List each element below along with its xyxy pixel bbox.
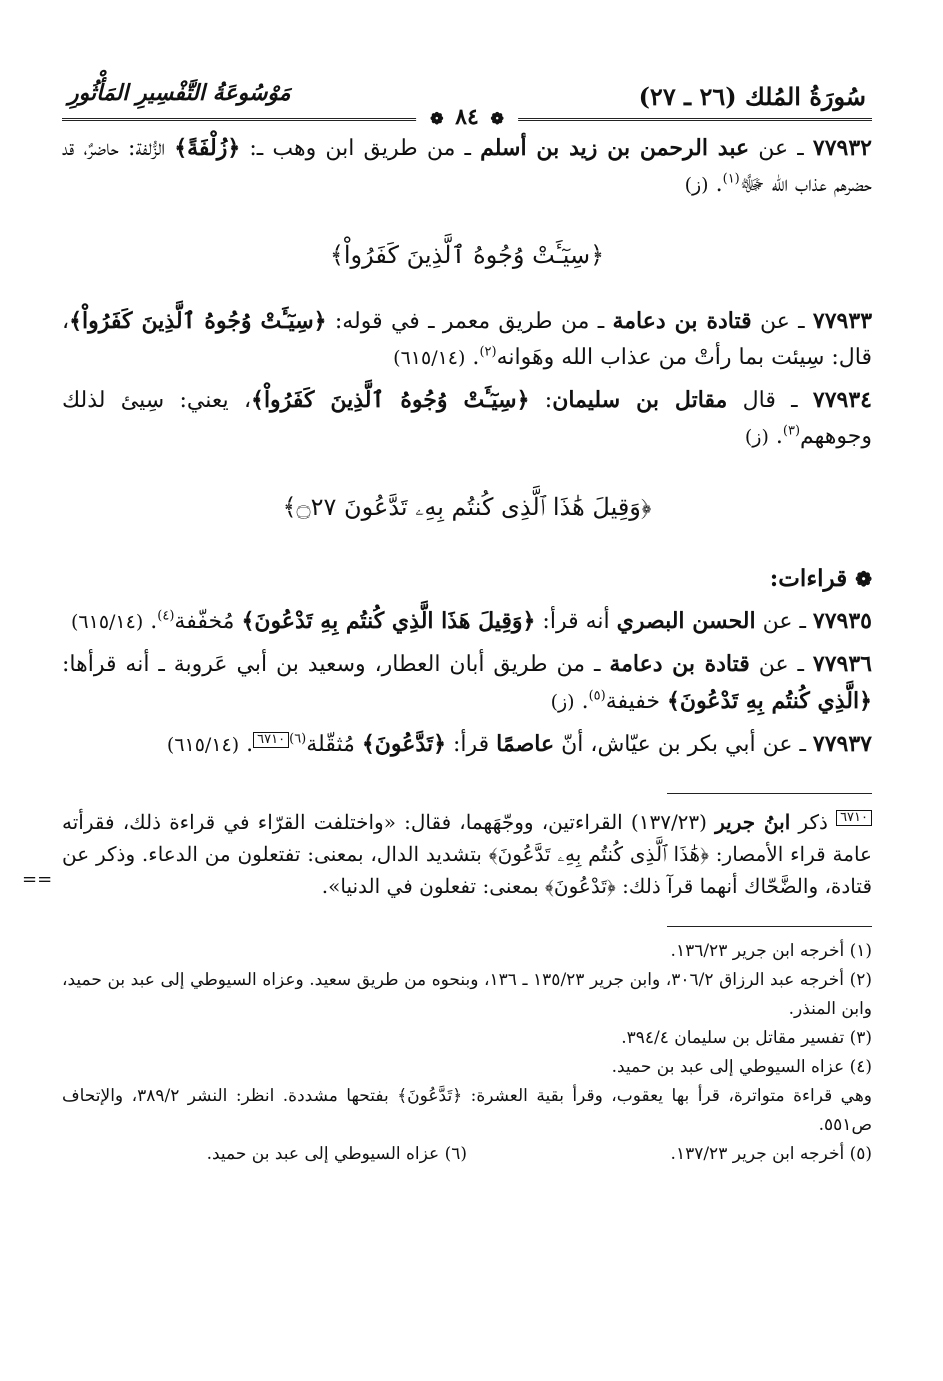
punct: . <box>143 609 158 634</box>
quran-quote: ﴿تَدْعُونَ﴾ <box>545 874 616 898</box>
verse-heading: ﴿وَقِيلَ هَٰذَا ٱلَّذِى كُنتُم بِهِۦ تَدَّعُونَ ۝٢٧﴾ <box>282 493 652 521</box>
verse-heading: ﴿سِيٓـَٔتْ وُجُوهُ ٱلَّذِينَ كَفَرُواْ﴾ <box>329 241 605 269</box>
entry-chain: ـ من طريق معمر ـ في قوله: <box>326 309 613 334</box>
reference: (٦١٥/١٤) <box>166 734 240 756</box>
punct: . <box>768 424 783 449</box>
footnotes-separator <box>667 926 872 927</box>
reference: (ز) <box>550 691 575 713</box>
narrator-name: الحسن البصري <box>616 608 756 634</box>
entry-number: ٧٧٩٣٣ <box>812 308 873 334</box>
footnotes <box>62 937 872 1169</box>
footnote-1: (١) أخرجه ابن جرير ١٣٦/٢٣. <box>670 941 872 961</box>
quran-quote: ﴿سِيٓـَٔتْ وُجُوهُ ٱلَّذِينَ كَفَرُواْ﴾ <box>251 387 530 413</box>
entry-77933 <box>62 303 872 376</box>
entry-77937 <box>62 726 872 763</box>
note-box-marker: ٦٧١٠ <box>836 810 872 826</box>
entry-intro: ـ عن <box>751 309 813 334</box>
reference: (٦١٥/١٤) <box>393 347 466 369</box>
ornament-icon: ❁ <box>430 109 444 128</box>
entry-text: ، يعني: سِيئ لذلك وجوههم <box>62 388 872 449</box>
note-box-marker[interactable]: ٦٧١٠ <box>253 732 289 748</box>
flower-icon: ❁ <box>855 567 872 591</box>
note-intro: ذكر <box>790 810 837 834</box>
note-text: بمعنى: تفعلون في الدنيا». <box>321 874 546 898</box>
punct: . <box>574 689 589 714</box>
entry-chain: ـ من طريق ابن وهب ـ: <box>240 136 481 161</box>
footnote-4-continued: وهي قراءة متواترة، قرأ بها يعقوب، وقرأ بقية العشرة: ﴿تَدَّعُونَ﴾ بفتحها مشددة. انظر: النشر ٣٨٩/٢، والإتحاف ص٥٥١. <box>62 1086 872 1135</box>
quran-quote: ﴿زُلْفَةً﴾ <box>174 135 241 161</box>
footnote-marker[interactable]: (٣) <box>782 423 801 439</box>
entry-chain: أنه قرأ: <box>535 609 617 634</box>
quran-quote: ﴿تَدَّعُونَ﴾ <box>361 731 446 757</box>
entry-intro: ـ عن أبي بكر بن عيّاش، أنّ <box>554 732 813 757</box>
footnote-2: (٢) أخرجه عبد الرزاق ٣٠٦/٢، وابن جرير ١٣٥/٢٣ ـ ١٣٦، وبنحوه من طريق سعيد. وعزاه السيوطي إلى عبد بن حميد، وابن المنذر. <box>62 970 873 1019</box>
quran-quote: ﴿وَقِيلَ هَذَا الَّذِي كُنتُم بِهِ تَدْعُونَ﴾ <box>241 608 536 634</box>
reference: (٦١٥/١٤) <box>70 611 144 633</box>
qiraat-title: قراءات: <box>769 565 848 592</box>
footnote-marker[interactable]: (٥) <box>588 688 606 704</box>
entry-77935 <box>62 603 872 640</box>
note-separator <box>667 793 872 794</box>
entry-text: خفيفة <box>605 689 668 714</box>
entry-chain: ـ من طريق أبان العطار، وسعيد بن أبي عَروبة ـ أنه قرأها: <box>62 652 610 677</box>
entry-77936 <box>62 646 872 720</box>
punct: . <box>239 732 254 757</box>
entry-intro: ـ عن <box>749 136 813 161</box>
scholar-note <box>22 806 872 902</box>
quran-quote: ﴿سِيٓـَٔتْ وُجُوهُ ٱلَّذِينَ كَفَرُواْ﴾ <box>69 308 327 334</box>
entry-number: ٧٧٩٣٤ <box>812 387 872 413</box>
entry-intro: ـ عن <box>755 609 813 634</box>
note-text: بتشديد الدال، بمعنى: تفتعلون من الدعاء. وذكر عن قتادة، والضَّحّاك أنهما قرآ ذلك: <box>62 842 872 898</box>
entry-intro: ـ عن <box>749 652 813 677</box>
note-text: (١٣٧/٢٣) القراءتين، ووجّهَهما، فقال: «واختلفت القرّاء في قراءة ذلك، فقرأته عامة قراء الأمصار: <box>62 810 872 866</box>
surah-title: سُورَةُ المُلك (٢٦ ـ ٢٧) <box>638 82 866 111</box>
qiraat-heading <box>62 561 872 597</box>
quran-quote: ﴿هَٰذَا ٱلَّذِى كُنتُم بِهِۦ تَدَّعُونَ﴾ <box>488 842 709 866</box>
reference: (ز) <box>684 174 709 196</box>
entry-77934 <box>62 382 872 455</box>
footnote-3: (٣) تفسير مقاتل بن سليمان ٣٩٤/٤. <box>621 1028 872 1048</box>
narrator-name: مقاتل بن سليمان <box>552 387 728 413</box>
narrator-name: عبد الرحمن بن زيد بن أسلم <box>480 135 750 161</box>
footnote-marker[interactable]: (٢) <box>479 344 497 360</box>
quran-quote: ﴿الَّذِي كُنتُم بِهِ تَدْعُونَ﴾ <box>667 688 872 714</box>
narrator-name: عاصمًا <box>496 731 555 757</box>
main-text <box>22 130 873 1169</box>
ornament-icon: ❁ <box>490 109 504 128</box>
entry-text: مُخفّفة <box>174 609 242 634</box>
note-scholar: ابنُ جرير <box>715 810 791 834</box>
page-number: ٨٤ <box>455 104 479 130</box>
book-title: مَوْسُوعَةُ التَّفْسِيرِ المَأْثُورِ <box>68 80 291 106</box>
entry-text: الزُّلفة: حاضرٌ، قد حضرهم عذاب الله ﷻ <box>62 136 872 197</box>
page-number-block <box>416 104 518 130</box>
entry-text: مُثقّلة <box>306 732 362 757</box>
narrator-name: قتادة بن دعامة <box>612 308 752 334</box>
page <box>22 60 873 1360</box>
footnote-marker[interactable]: (١) <box>722 171 740 187</box>
entry-number: ٧٧٩٣٢ <box>812 135 872 161</box>
reference: (ز) <box>744 426 769 448</box>
entry-intro: ـ قال <box>727 388 813 413</box>
entry-number: ٧٧٩٣٥ <box>812 608 872 634</box>
entry-text: ، قال: سِيئت بما رأتْ من عذاب الله وهَوانه <box>62 309 872 370</box>
entry-77932 <box>62 130 872 203</box>
footnote-5: (٥) أخرجه ابن جرير ١٣٧/٢٣. <box>670 1144 872 1164</box>
entry-number: ٧٧٩٣٦ <box>812 651 872 677</box>
punct: . <box>465 345 480 370</box>
footnote-6: (٦) عزاه السيوطي إلى عبد بن حميد. <box>206 1144 467 1164</box>
footnote-4: (٤) عزاه السيوطي إلى عبد بن حميد. <box>611 1057 872 1077</box>
entry-chain: : <box>529 388 553 413</box>
entry-number: ٧٧٩٣٧ <box>812 731 872 757</box>
footnote-marker[interactable]: (٦) <box>289 731 307 747</box>
page-header <box>62 60 872 130</box>
narrator-name: قتادة بن دعامة <box>609 651 750 677</box>
punct: . <box>708 172 723 197</box>
entry-chain: قرأ: <box>445 732 497 757</box>
footnote-marker[interactable]: (٤) <box>157 608 175 624</box>
footnote-row <box>62 1140 872 1169</box>
continuation-mark: == <box>22 869 53 890</box>
